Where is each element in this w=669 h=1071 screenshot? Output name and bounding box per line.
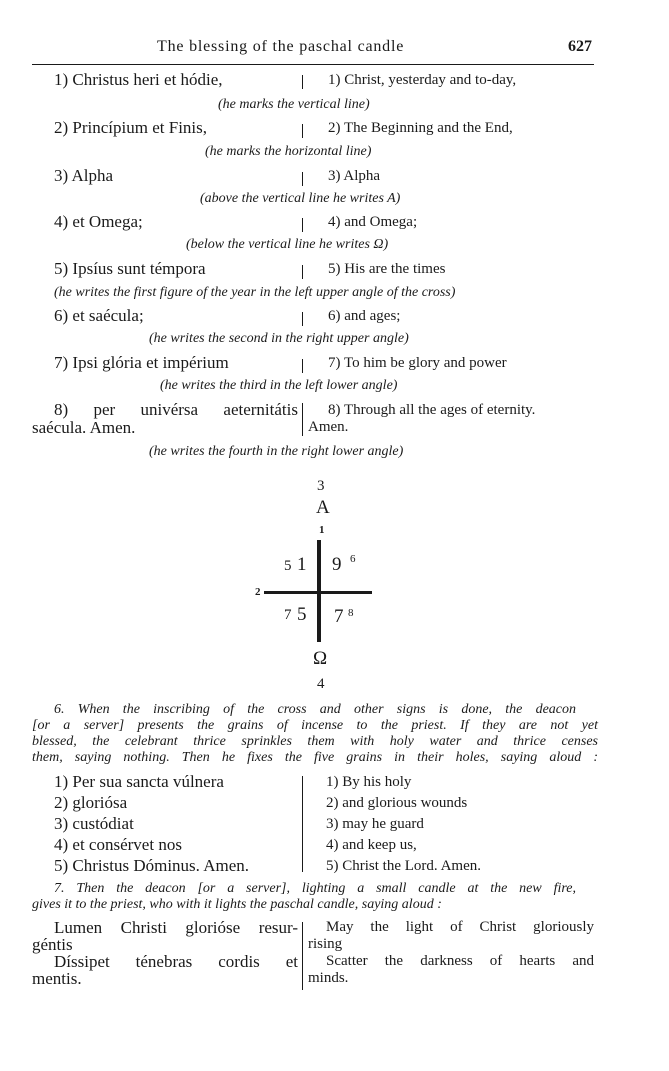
upper-right-digit: 6 <box>350 553 356 565</box>
grains-english-4: 4) and keep us, <box>326 837 417 853</box>
diagram-number-top: 3 <box>317 478 325 494</box>
cross-horizontal-bar <box>264 591 372 594</box>
latin-line-3: 3) Alpha <box>54 166 114 185</box>
instruction-7-line: gives it to the priest, who with it lights the paschal candle, saying aloud : <box>32 897 442 912</box>
rubric-4: (below the vertical line he writes Ω) <box>186 237 389 252</box>
lumen-latin-1: Lumen Christi glorióse resur- <box>54 918 298 937</box>
grains-english-2: 2) and glorious wounds <box>326 795 468 811</box>
rubric-3: (above the vertical line he writes A) <box>200 191 401 206</box>
alpha-symbol: A <box>316 497 330 518</box>
english-line-1: 1) Christ, yesterday and to-day, <box>328 72 517 88</box>
latin-line-6: 6) et saécula; <box>54 306 144 325</box>
instruction-6-line: [or a server] presents the grains of incense to the priest. If they are not yet <box>32 718 598 733</box>
lumen-latin-3: Díssipet ténebras cordis et <box>54 952 298 971</box>
english-line-7: 7) To him be glory and power <box>328 355 507 371</box>
header-rule <box>32 64 594 65</box>
latin-line-7: 7) Ipsi glória et impérium <box>54 353 229 372</box>
page-header-title: The blessing of the paschal candle <box>157 38 405 55</box>
column-divider <box>302 776 303 872</box>
latin-line-5: 5) Ipsíus sunt témpora <box>54 259 206 278</box>
lumen-latin-2: géntis <box>32 935 73 954</box>
column-divider <box>302 922 303 990</box>
grains-latin-3: 3) custódiat <box>54 814 134 833</box>
english-line-6: 6) and ages; <box>328 308 401 324</box>
rubric-2: (he marks the horizontal line) <box>205 144 372 159</box>
page-number: 627 <box>568 38 592 55</box>
latin-line-4: 4) et Omega; <box>54 212 143 231</box>
column-divider <box>302 75 303 89</box>
lower-left-digit: 7 <box>284 607 292 623</box>
instruction-7-line: 7. Then the deacon [or a server], lighting a small candle at the new fire, <box>54 881 576 896</box>
rubric-6: (he writes the second in the right upper angle) <box>149 331 409 346</box>
column-divider <box>302 359 303 373</box>
latin-line-2: 2) Princípium et Finis, <box>54 118 207 137</box>
grains-english-3: 3) may he guard <box>326 816 424 832</box>
english-line-2: 2) The Beginning and the End, <box>328 120 513 136</box>
lower-left-figure: 5 <box>297 604 307 625</box>
grains-latin-1: 1) Per sua sancta vúlnera <box>54 772 224 791</box>
column-divider <box>302 265 303 279</box>
column-divider <box>302 124 303 138</box>
english-line-8b: Amen. <box>308 419 349 435</box>
lumen-latin-4: mentis. <box>32 969 82 988</box>
latin-line-8a: 8) per univérsa aeternitátis <box>54 400 298 419</box>
english-line-8a: 8) Through all the ages of eternity. <box>328 402 536 418</box>
lumen-english-4: minds. <box>308 970 349 986</box>
instruction-6-line: 6. When the inscribing of the cross and other signs is done, the deacon <box>54 702 576 717</box>
horizontal-line-mark: 2 <box>255 586 261 598</box>
rubric-8: (he writes the fourth in the right lower angle) <box>149 444 404 459</box>
grains-latin-4: 4) et consérvet nos <box>54 835 182 854</box>
latin-line-1: 1) Christus heri et hódie, <box>54 70 223 89</box>
grains-english-5: 5) Christ the Lord. Amen. <box>326 858 481 874</box>
lumen-english-1: May the light of Christ gloriously <box>326 919 594 935</box>
rubric-5: (he writes the first figure of the year in the left upper angle of the cross) <box>54 285 456 300</box>
diagram-number-bottom: 4 <box>317 676 325 692</box>
instruction-6-line: them, saying nothing. Then he fixes the five grains in their holes, saying aloud : <box>32 750 598 765</box>
lower-right-figure: 7 <box>334 606 344 627</box>
rubric-7: (he writes the third in the left lower angle) <box>160 378 398 393</box>
column-divider <box>302 218 303 232</box>
grains-latin-2: 2) gloriósa <box>54 793 128 812</box>
column-divider <box>302 403 303 436</box>
lumen-english-3: Scatter the darkness of hearts and <box>326 953 594 969</box>
latin-line-8b: saécula. Amen. <box>32 418 136 437</box>
omega-symbol: Ω <box>313 648 328 669</box>
english-line-4: 4) and Omega; <box>328 214 418 230</box>
upper-left-figure: 1 <box>297 554 307 575</box>
column-divider <box>302 312 303 326</box>
english-line-3: 3) Alpha <box>328 168 381 184</box>
english-line-5: 5) His are the times <box>328 261 446 277</box>
rubric-1: (he marks the vertical line) <box>218 97 370 112</box>
grains-latin-5: 5) Christus Dóminus. Amen. <box>54 856 250 875</box>
column-divider <box>302 172 303 186</box>
instruction-6-line: blessed, the celebrant thrice sprinkles them with holy water and thrice censes <box>32 734 598 749</box>
lower-right-digit: 8 <box>348 607 354 619</box>
upper-left-digit: 5 <box>284 558 292 574</box>
vertical-line-mark: 1 <box>319 524 325 536</box>
upper-right-figure: 9 <box>332 554 342 575</box>
grains-english-1: 1) By his holy <box>326 774 412 790</box>
lumen-english-2: rising <box>308 936 343 952</box>
